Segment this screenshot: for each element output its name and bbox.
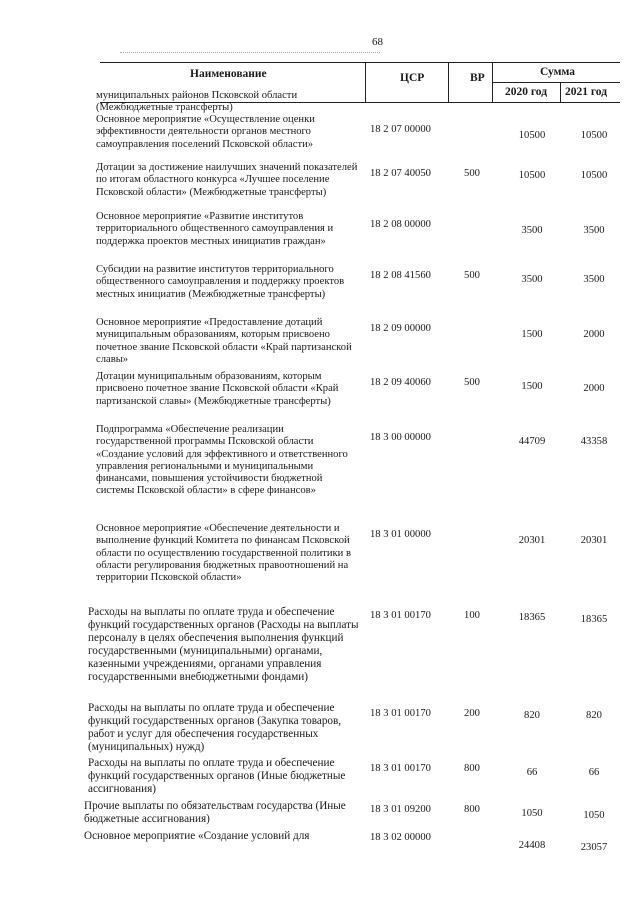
row-sum-2021: 10500 bbox=[580, 170, 608, 181]
row-vr: 100 bbox=[464, 610, 480, 621]
row-name: Основное мероприятие «Создание условий для bbox=[84, 830, 310, 842]
row-csr: 18 2 09 00000 bbox=[370, 323, 431, 334]
row-name: Подпрограмма «Обеспечение реализации государственной программы Псковской области «Создание условий для эффективного и ответственного управления региональными и муниципальными финансами, повышения устойчивости бюджетной системы Псковской области» в сфере финансов» bbox=[96, 424, 348, 497]
row-name: Основное мероприятие «Предоставление дотаций муниципальным образованиям, которым присвоено почетное звание Псковской области «Край партизанской славы» bbox=[96, 317, 352, 365]
row-sum-2020: 1500 bbox=[521, 329, 543, 340]
row-csr: 18 3 01 09200 bbox=[370, 804, 431, 815]
header-vr: ВР bbox=[470, 72, 485, 84]
row-csr: 18 3 01 00000 bbox=[370, 529, 431, 540]
row-vr: 500 bbox=[464, 270, 480, 281]
row-name: Субсидии на развитие институтов территориального общественного самоуправления и поддержку проектов местных инициатив (Межбюджетные трансферты) bbox=[96, 264, 345, 300]
page-number: 68 bbox=[372, 36, 383, 48]
row-csr: 18 3 00 00000 bbox=[370, 432, 431, 443]
row-name: Основное мероприятие «Осуществление оценки эффективности деятельности органов местного самоуправления поселений Псковской области» bbox=[96, 114, 315, 150]
row-name: Расходы на выплаты по оплате труда и обеспечение функций государственных органов (Расходы на выплаты персоналу в целях обеспечения выполнения функций государственными (муниципальными) органами, казенными учреждениями, органами управления государственными внебюджетными фондами) bbox=[88, 606, 359, 683]
header-divider bbox=[560, 82, 561, 102]
row-name: Основное мероприятие «Развитие институтов территориального общественного самоуправления и поддержка проектов местных инициатив граждан» bbox=[96, 211, 334, 247]
row-sum-2020: 10500 bbox=[518, 130, 546, 141]
row-csr: 18 2 07 40050 bbox=[370, 168, 431, 179]
row-vr: 500 bbox=[464, 377, 480, 388]
row-sum-2020: 3500 bbox=[521, 225, 543, 236]
row-name: Дотации муниципальным образованиям, которым присвоено почетное звание Псковской области «Край партизанской славы» (Межбюджетные трансферты) bbox=[96, 371, 339, 407]
row-csr: 18 3 01 00170 bbox=[370, 610, 431, 621]
row-sum-2020: 44709 bbox=[518, 436, 546, 447]
header-divider bbox=[365, 62, 366, 102]
row-sum-2021: 20301 bbox=[580, 535, 608, 546]
row-sum-2020: 20301 bbox=[518, 535, 546, 546]
row-sum-2021: 1050 bbox=[583, 810, 605, 821]
header-name: Наименование bbox=[190, 68, 267, 80]
row-csr: 18 3 01 00170 bbox=[370, 763, 431, 774]
row-vr: 800 bbox=[464, 763, 480, 774]
row-csr: 18 2 08 00000 bbox=[370, 219, 431, 230]
row-name: Дотации за достижение наилучших значений показателей по итогам областного конкурса «Лучшее поселение Псковской области» (Межбюджетные трансферты) bbox=[96, 162, 358, 198]
row-sum-2021: 43358 bbox=[580, 436, 608, 447]
row-vr: 500 bbox=[464, 168, 480, 179]
row-sum-2021: 23057 bbox=[580, 842, 608, 853]
row-sum-2021: 2000 bbox=[583, 329, 605, 340]
row-name: муниципальных районов Псковской области (Межбюджетные трансферты) bbox=[96, 90, 298, 114]
row-name: Расходы на выплаты по оплате труда и обеспечение функций государственных органов (Закупка товаров, работ и услуг для обеспечения государственных (муниципальных) нужд) bbox=[88, 702, 342, 753]
row-sum-2021: 66 bbox=[588, 767, 600, 778]
row-name: Расходы на выплаты по оплате труда и обеспечение функций государственных органов (Иные бюджетные ассигнования) bbox=[88, 757, 346, 795]
row-csr: 18 2 07 00000 bbox=[370, 124, 431, 135]
row-csr: 18 3 02 00000 bbox=[370, 832, 431, 843]
row-sum-2020: 10500 bbox=[518, 170, 546, 181]
row-sum-2021: 3500 bbox=[583, 274, 605, 285]
header-year-2020: 2020 год bbox=[505, 86, 548, 98]
row-sum-2020: 66 bbox=[526, 767, 538, 778]
row-sum-2020: 1500 bbox=[521, 381, 543, 392]
header-top-border bbox=[100, 62, 620, 63]
row-sum-2021: 3500 bbox=[583, 225, 605, 236]
row-sum-2020: 18365 bbox=[518, 612, 546, 623]
header-csr: ЦСР bbox=[400, 72, 425, 84]
row-sum-2021: 2000 bbox=[583, 383, 605, 394]
header-sum-divider bbox=[492, 82, 620, 83]
row-sum-2021: 820 bbox=[586, 710, 602, 721]
row-vr: 800 bbox=[464, 804, 480, 815]
row-sum-2021: 18365 bbox=[580, 614, 608, 625]
row-sum-2020: 820 bbox=[524, 710, 540, 721]
header-divider bbox=[448, 62, 449, 102]
row-sum-2020: 1050 bbox=[521, 808, 543, 819]
header-sum: Сумма bbox=[540, 66, 575, 78]
row-sum-2020: 3500 bbox=[521, 274, 543, 285]
row-csr: 18 2 09 40060 bbox=[370, 377, 431, 388]
row-sum-2020: 24408 bbox=[518, 840, 546, 851]
row-name: Прочие выплаты по обязательствам государства (Иные бюджетные ассигнования) bbox=[84, 800, 346, 825]
row-csr: 18 2 08 41560 bbox=[370, 270, 431, 281]
row-sum-2021: 10500 bbox=[580, 130, 608, 141]
row-csr: 18 3 01 00170 bbox=[370, 708, 431, 719]
header-year-2021: 2021 год bbox=[565, 86, 608, 98]
row-name: Основное мероприятие «Обеспечение деятельности и выполнение функций Комитета по финансам Псковской области по осуществлению государственной политики в области регулирования бюджетных правоотношений на территории Псковской области» bbox=[96, 523, 351, 584]
scan-artifact-line bbox=[120, 52, 380, 53]
row-vr: 200 bbox=[464, 708, 480, 719]
